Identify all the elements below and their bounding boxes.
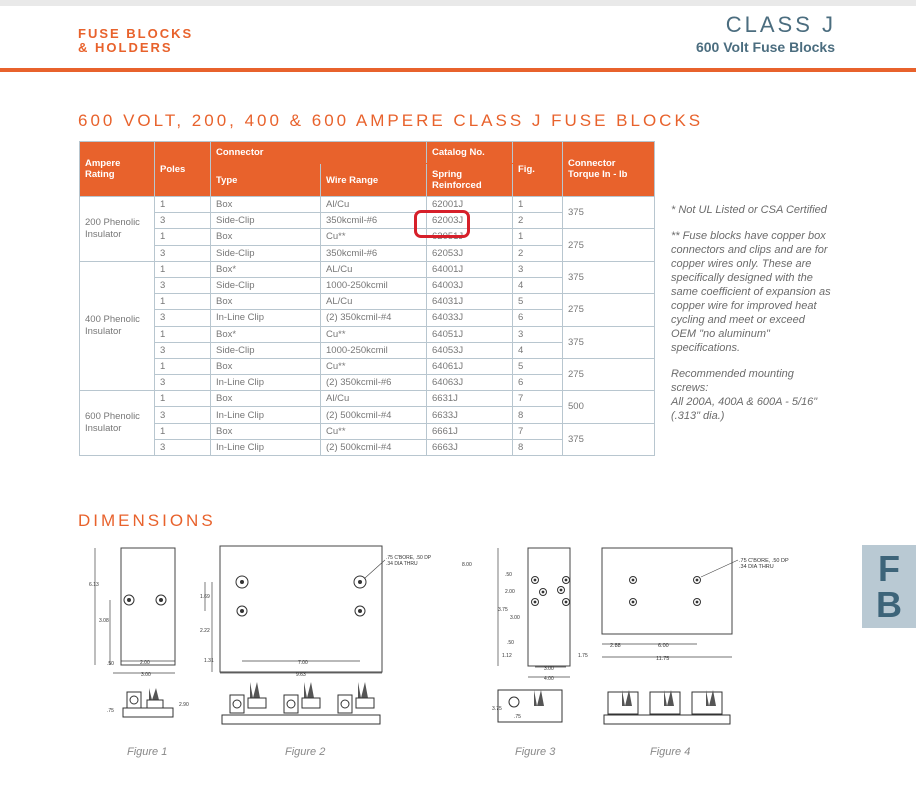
section-label: FUSE BLOCKS & HOLDERS — [78, 26, 194, 55]
type-cell: Side-Clip — [211, 213, 321, 229]
catalog-cell: 64063J — [427, 375, 513, 391]
type-cell: Side-Clip — [211, 245, 321, 261]
type-cell: Box — [211, 294, 321, 310]
table-row — [80, 294, 655, 310]
poles-cell: 3 — [155, 310, 211, 326]
type-cell: Box — [211, 197, 321, 213]
fig1-dim-width: 3.00 — [141, 672, 151, 678]
catalog-cell: 62053J — [427, 245, 513, 261]
type-cell: Side-Clip — [211, 342, 321, 358]
fig3-dim-a: .50 — [505, 572, 512, 578]
catalog-cell: 64031J — [427, 294, 513, 310]
header-spring: Spring Reinforced — [427, 164, 513, 197]
fig3-dim-j: 3.75 — [492, 706, 502, 712]
fig4-dim-c: 11.75 — [656, 656, 670, 662]
table-row — [80, 358, 655, 374]
table-row — [80, 326, 655, 342]
wire-range-cell: (2) 350kcmil-#4 — [321, 310, 427, 326]
figure-3-caption: Figure 3 — [515, 746, 556, 758]
notes — [671, 203, 831, 423]
type-cell: Box — [211, 229, 321, 245]
poles-cell: 1 — [155, 261, 211, 277]
note-copper: ** Fuse blocks have copper box connectors and clips and are for copper wires only. These are specifically designed with the same coefficient of expansion as copper wire for improved heat cycling and meet or exceed OEM "no aluminum" specifications. — [671, 230, 831, 354]
fig-cell: 5 — [513, 294, 563, 310]
table-row — [80, 229, 655, 245]
ampere-group-label: 200 Phenolic Insulator — [80, 197, 155, 262]
fig2-dim-c: 1.31 — [204, 658, 214, 664]
fig-cell: 8 — [513, 407, 563, 423]
table-row — [80, 423, 655, 439]
fig3-dim-i: 4.00 — [544, 676, 554, 682]
figure-3-drawing — [458, 540, 598, 730]
type-cell: Box* — [211, 261, 321, 277]
fig3-dim-h: 3.00 — [544, 666, 554, 672]
catalog-cell: 6661J — [427, 423, 513, 439]
header-ampere: Ampere Rating — [80, 142, 155, 197]
type-cell: In-Line Clip — [211, 439, 321, 455]
top-strip — [0, 0, 916, 6]
type-cell: In-Line Clip — [211, 310, 321, 326]
poles-cell: 1 — [155, 229, 211, 245]
wire-range-cell: 1000-250kcmil — [321, 277, 427, 293]
page-title: CLASS J — [725, 12, 836, 37]
catalog-cell: 64053J — [427, 342, 513, 358]
torque-cell: 375 — [563, 197, 655, 229]
figure-4-caption: Figure 4 — [650, 746, 691, 758]
wire-range-cell: (2) 500kcmil-#4 — [321, 439, 427, 455]
table-row — [80, 391, 655, 407]
type-cell: Box* — [211, 326, 321, 342]
fig4-dim-b: 6.00 — [658, 643, 669, 649]
wire-range-cell: AL/Cu — [321, 261, 427, 277]
catalog-cell: 64051J — [427, 326, 513, 342]
header-connector: Connector — [211, 142, 427, 164]
torque-cell: 275 — [563, 229, 655, 261]
fig1-dim-mid: 3.08 — [99, 618, 109, 624]
type-cell: Side-Clip — [211, 277, 321, 293]
type-cell: In-Line Clip — [211, 407, 321, 423]
fig-cell: 1 — [513, 197, 563, 213]
fig-cell: 7 — [513, 391, 563, 407]
ampere-group-label: 600 Phenolic Insulator — [80, 391, 155, 456]
poles-cell: 3 — [155, 245, 211, 261]
fig4-dim-a: 2.88 — [610, 643, 621, 649]
torque-cell: 375 — [563, 326, 655, 358]
figure-1-caption: Figure 1 — [127, 746, 168, 758]
fig1-dim-base: .75 — [107, 708, 114, 714]
fig-cell: 2 — [513, 213, 563, 229]
header-torque: Connector Torque In - lb — [563, 142, 655, 197]
fig3-dim-f: 1.12 — [502, 653, 512, 659]
fig3-dim-e: .50 — [507, 640, 514, 646]
note-mounting: Recommended mounting screws: — [671, 368, 794, 394]
ampere-group-label: 400 Phenolic Insulator — [80, 261, 155, 391]
catalog-cell: 6663J — [427, 439, 513, 455]
type-cell: Box — [211, 358, 321, 374]
table-section-title: 600 VOLT, 200, 400 & 600 AMPERE CLASS J FUSE BLOCKS — [78, 111, 704, 130]
wire-range-cell: AL/Cu — [321, 294, 427, 310]
fig3-dim-b: 2.00 — [505, 589, 515, 595]
type-cell: Box — [211, 391, 321, 407]
catalog-cell: 64061J — [427, 358, 513, 374]
poles-cell: 1 — [155, 391, 211, 407]
catalog-cell: 62051J — [427, 229, 513, 245]
fig-cell: 3 — [513, 261, 563, 277]
catalog-cell: 64001J — [427, 261, 513, 277]
poles-cell: 1 — [155, 358, 211, 374]
figure-1-drawing — [85, 540, 195, 730]
fig-cell: 5 — [513, 358, 563, 374]
fig1-dim-height: 6.13 — [89, 582, 99, 588]
wire-range-cell: 350kcmil-#6 — [321, 213, 427, 229]
wire-range-cell: (2) 500kcmil-#4 — [321, 407, 427, 423]
torque-cell: 275 — [563, 294, 655, 326]
header-poles: Poles — [155, 142, 211, 197]
fig1-dim-spacing: 2.00 — [140, 660, 150, 666]
catalog-cell: 64003J — [427, 277, 513, 293]
table-body — [80, 197, 655, 456]
wire-range-cell: Al/Cu — [321, 391, 427, 407]
torque-cell: 375 — [563, 423, 655, 455]
fig2-dim-a: 1.69 — [200, 594, 210, 600]
catalog-cell: 62003J — [427, 213, 513, 229]
poles-cell: 3 — [155, 375, 211, 391]
wire-range-cell: Al/Cu — [321, 197, 427, 213]
fig-cell: 7 — [513, 423, 563, 439]
fig2-dim-b: 2.22 — [200, 628, 210, 634]
catalog-cell: 64033J — [427, 310, 513, 326]
catalog-cell: 6631J — [427, 391, 513, 407]
fig3-dim-height: 8.00 — [462, 562, 472, 568]
poles-cell: 3 — [155, 439, 211, 455]
header-fig: Fig. — [513, 142, 563, 197]
poles-cell: 1 — [155, 294, 211, 310]
catalog-cell: 6633J — [427, 407, 513, 423]
highlight-box — [414, 210, 470, 238]
wire-range-cell: Cu** — [321, 358, 427, 374]
type-cell: Box — [211, 423, 321, 439]
fig3-dim-g: 1.75 — [578, 653, 588, 659]
header-catalog: Catalog No. — [427, 142, 513, 164]
header-wire: Wire Range — [321, 164, 427, 197]
fig3-dim-k: .75 — [514, 714, 521, 720]
wire-range-cell: Cu** — [321, 423, 427, 439]
side-tab-fb: F B — [862, 545, 916, 628]
note-screws: All 200A, 400A & 600A - 5/16" (.313" dia.) — [671, 396, 818, 422]
fig-cell: 3 — [513, 326, 563, 342]
fig-cell: 6 — [513, 375, 563, 391]
header-type: Type — [211, 164, 321, 197]
wire-range-cell: 1000-250kcmil — [321, 342, 427, 358]
wire-range-cell: Cu** — [321, 326, 427, 342]
fig2-note-dia: .34 DIA THRU — [386, 561, 418, 567]
fig-cell: 1 — [513, 229, 563, 245]
fig4-note-bore: .75 C'BORE, .50 DP — [739, 558, 789, 564]
torque-cell: 500 — [563, 391, 655, 423]
fig-cell: 6 — [513, 310, 563, 326]
fig1-dim-edge: .50 — [107, 661, 114, 667]
poles-cell: 1 — [155, 197, 211, 213]
fig2-dim-e: 9.63 — [296, 672, 306, 678]
fig4-note-dia: .34 DIA THRU — [739, 564, 774, 570]
poles-cell: 3 — [155, 213, 211, 229]
figure-2-caption: Figure 2 — [285, 746, 326, 758]
poles-cell: 3 — [155, 342, 211, 358]
table-row — [80, 197, 655, 213]
fig2-note-bore: .75 C'BORE, .50 DP — [386, 555, 432, 561]
fig-cell: 4 — [513, 277, 563, 293]
poles-cell: 3 — [155, 407, 211, 423]
fig2-dim-d: 7.00 — [298, 660, 308, 666]
fig-cell: 4 — [513, 342, 563, 358]
fig1-dim-side: 2.90 — [179, 702, 189, 708]
type-cell: In-Line Clip — [211, 375, 321, 391]
header-rule — [0, 68, 916, 72]
poles-cell: 1 — [155, 326, 211, 342]
fig-cell: 2 — [513, 245, 563, 261]
poles-cell: 1 — [155, 423, 211, 439]
page-subtitle: 600 Volt Fuse Blocks — [695, 39, 835, 55]
dimensions-title: DIMENSIONS — [78, 511, 216, 530]
wire-range-cell: 350kcmil-#6 — [321, 245, 427, 261]
fig3-dim-d: 3.00 — [510, 615, 520, 621]
poles-cell: 3 — [155, 277, 211, 293]
figure-2-drawing — [200, 540, 455, 730]
torque-cell: 275 — [563, 358, 655, 390]
torque-cell: 375 — [563, 261, 655, 293]
fuse-block-table — [79, 141, 655, 456]
fig-cell: 8 — [513, 439, 563, 455]
table-row — [80, 261, 655, 277]
figure-4-drawing — [600, 540, 815, 730]
catalog-cell: 62001J — [427, 197, 513, 213]
wire-range-cell: Cu** — [321, 229, 427, 245]
note-ul: * Not UL Listed or CSA Certified — [671, 204, 827, 216]
fig3-dim-c: 3.75 — [498, 607, 508, 613]
wire-range-cell: (2) 350kcmil-#6 — [321, 375, 427, 391]
